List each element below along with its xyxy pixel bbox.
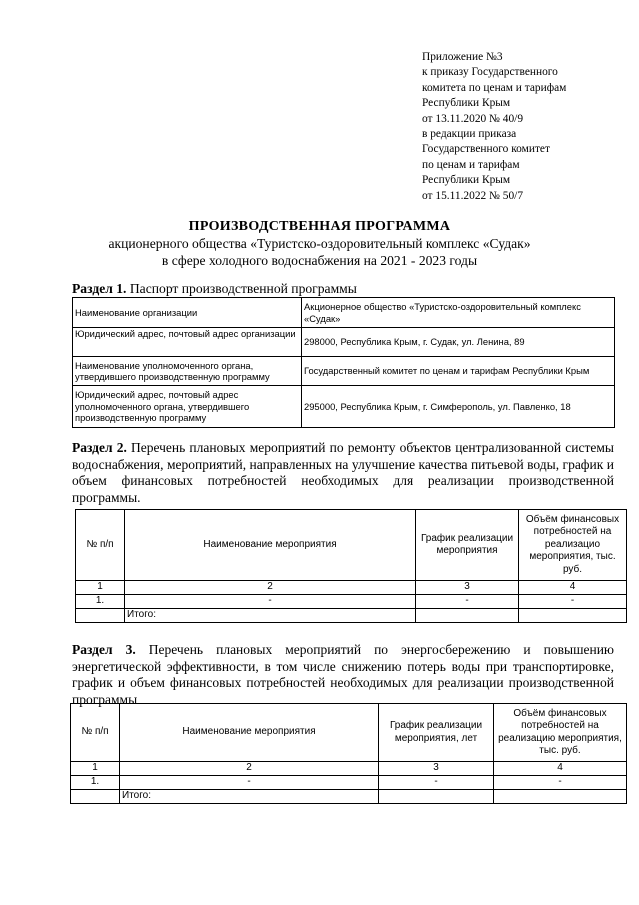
data-cell: -	[379, 776, 494, 790]
number-cell: 2	[120, 762, 379, 776]
empty-cell	[494, 790, 627, 804]
header-cell: Наименование мероприятия	[120, 704, 379, 762]
header-cell: Наименование мероприятия	[125, 510, 416, 581]
table-row	[73, 386, 615, 428]
passport-value: 295000, Республика Крым, г. Симферополь, ул. Павленко, 18	[302, 386, 615, 428]
appendix-line: в редакции приказа	[422, 128, 517, 141]
document-title: ПРОИЗВОДСТВЕННАЯ ПРОГРАММА	[188, 219, 451, 234]
passport-table	[72, 297, 615, 428]
data-cell: 1.	[76, 595, 125, 609]
data-cell: -	[120, 776, 379, 790]
appendix-line: к приказу Государственного	[422, 66, 558, 79]
passport-value: Государственный комитет по ценам и тарифам Республики Крым	[302, 357, 615, 386]
total-label: Итого:	[120, 790, 379, 804]
passport-value: 298000, Республика Крым, г. Судак, ул. Ленина, 89	[302, 328, 615, 357]
empty-cell	[71, 790, 120, 804]
header-cell: Объём финансовых потребностей на реализацию мероприятия, тыс. руб.	[494, 704, 627, 762]
empty-cell	[519, 609, 627, 623]
section1-label: Раздел 1.	[72, 281, 127, 296]
table-row	[76, 595, 627, 609]
section3-heading	[72, 642, 614, 708]
data-cell: -	[416, 595, 519, 609]
section3-text: Перечень плановых мероприятий по энергосбережению и повышению энергетической эффективности, в том числе снижению потерь воды при транспортировке, график и объем финансовых потребностей необходимых для реализации производственной программы	[72, 642, 614, 707]
header-cell: Объём финансовых потребностей на реализацио мероприятия, тыс. руб.	[519, 510, 627, 581]
header-cell: График реализации мероприятия	[416, 510, 519, 581]
number-cell: 3	[416, 581, 519, 595]
data-cell: -	[494, 776, 627, 790]
table-row	[71, 704, 627, 762]
passport-name: Юридический адрес, почтовый адрес организации	[73, 328, 302, 357]
table-row	[73, 298, 615, 328]
appendix-line: от 15.11.2022 № 50/7	[422, 189, 524, 202]
passport-name: Юридический адрес, почтовый адрес уполномоченного органа, утвердившего производственную программу	[73, 386, 302, 428]
section3-label: Раздел 3.	[72, 642, 136, 657]
header-cell: № п/п	[76, 510, 125, 581]
table-row	[71, 776, 627, 790]
appendix-line: комитета по ценам и тарифам	[422, 81, 567, 94]
number-cell: 4	[494, 762, 627, 776]
empty-cell	[76, 609, 125, 623]
header-cell: № п/п	[71, 704, 120, 762]
table-row	[71, 790, 627, 804]
table-row	[76, 510, 627, 581]
table-row	[76, 609, 627, 623]
number-cell: 1	[76, 581, 125, 595]
section1-text: Паспорт производственной программы	[129, 281, 357, 296]
number-cell: 2	[125, 581, 416, 595]
document-subtitle-2: в сфере холодного водоснабжения на 2021 - 2023 годы	[161, 253, 478, 268]
passport-name: Наименование организации	[73, 298, 302, 328]
empty-cell	[379, 790, 494, 804]
appendix-line: Приложение №3	[422, 51, 503, 63]
document-subtitle: акционерного общества «Туристско-оздоровительный комплекс «Судак»	[108, 236, 531, 251]
data-cell: 1.	[71, 776, 120, 790]
number-cell: 4	[519, 581, 627, 595]
passport-name: Наименование уполномоченного органа, утвердившего производственную программу	[73, 357, 302, 386]
section1-heading	[72, 281, 357, 297]
appendix-line: от 13.11.2020 № 40/9	[422, 112, 524, 125]
section2-label: Раздел 2.	[72, 440, 127, 455]
table-row	[73, 357, 615, 386]
appendix-block	[422, 50, 632, 204]
section2-heading	[72, 440, 614, 506]
total-label: Итого:	[125, 609, 416, 623]
header-cell: График реализации мероприятия, лет	[379, 704, 494, 762]
appendix-line: Республики Крым	[422, 97, 511, 110]
appendix-line: по ценам и тарифам	[422, 158, 520, 171]
appendix-line: Государственного комитет	[422, 143, 550, 156]
section2-text: Перечень плановых мероприятий по ремонту объектов централизованной системы водоснабжения, мероприятий, направленных на улучшение качества питьевой воды, график и объем финансовых потребностей необходимых для реализации производственной программы.	[72, 440, 615, 505]
table-row	[71, 762, 627, 776]
section2-table	[75, 509, 627, 623]
table-row	[76, 581, 627, 595]
data-cell: -	[519, 595, 627, 609]
passport-value: Акционерное общество «Туристско-оздоровительный комплекс «Судак»	[302, 298, 615, 328]
empty-cell	[416, 609, 519, 623]
appendix-line: Республики Крым	[422, 174, 511, 187]
number-cell: 1	[71, 762, 120, 776]
table-row	[73, 328, 615, 357]
data-cell: -	[125, 595, 416, 609]
number-cell: 3	[379, 762, 494, 776]
section3-table	[70, 703, 627, 804]
